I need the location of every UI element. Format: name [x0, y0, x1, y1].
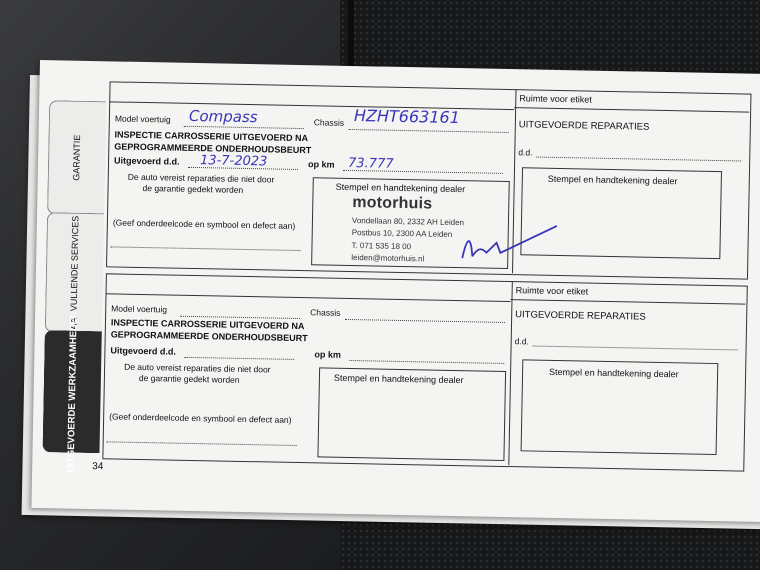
- km-value: 73.777: [347, 155, 394, 172]
- km-label-2: op km: [314, 349, 342, 360]
- stamp-address-2: Postbus 10, 2300 AA Leiden: [351, 228, 453, 239]
- chassis-label-2: Chassis: [310, 307, 341, 318]
- tab-uitgevoerde-label: UITGEVOERDE WERKZAAMHEDEN: [65, 310, 80, 473]
- stamp-phone: T. 071 535 18 00: [351, 241, 412, 252]
- model-value: Compass: [188, 106, 258, 127]
- model-label-2: Model voertuig: [111, 303, 168, 315]
- tab-aanvullende-label: AANVULLENDE SERVICES: [68, 215, 81, 330]
- dd-label: d.d.: [518, 147, 533, 158]
- repair-line-2-2: de garantie gedekt worden: [138, 372, 240, 385]
- km-label: op km: [307, 159, 335, 170]
- repair-stamp-label-2: Stempel en handtekening dealer: [549, 366, 679, 380]
- reparaties-label-2: UITGEVOERDE REPARATIES: [515, 309, 646, 323]
- title-line-2: GEPROGRAMMEERDE ONDERHOUDSBEURT: [114, 141, 312, 156]
- title-line-1-2: INSPECTIE CARROSSERIE UITGEVOERD NA: [110, 317, 305, 332]
- title-line-2-2: GEPROGRAMMEERDE ONDERHOUDSBEURT: [110, 329, 308, 344]
- repair-line-2: de garantie gedekt worden: [142, 182, 244, 195]
- date-label-2: Uitgevoerd d.d.: [110, 345, 177, 357]
- motorhuis-logo: motorhuis: [352, 194, 433, 213]
- stamp-label-2: Stempel en handtekening dealer: [333, 372, 464, 386]
- chassis-value: HZHT663161: [353, 106, 461, 128]
- etiket-label: Ruimte voor etiket: [519, 93, 592, 105]
- repair-stamp-label: Stempel en handtekening dealer: [547, 173, 678, 187]
- inspection-entry-1: [106, 81, 750, 283]
- stamp-label: Stempel en handtekening dealer: [335, 181, 466, 195]
- date-value: 13-7-2023: [199, 153, 268, 170]
- model-label: Model voertuig: [114, 113, 171, 125]
- inspection-entry-2: [102, 273, 746, 475]
- reparaties-label: UITGEVOERDE REPARATIES: [518, 119, 650, 133]
- stamp-email: leiden@motorhuis.nl: [351, 253, 425, 264]
- chassis-label: Chassis: [313, 117, 345, 128]
- code-label-2: (Geef onderdeelcode en symbool en defect aan): [109, 411, 292, 425]
- dd-label-2: d.d.: [514, 336, 529, 347]
- service-booklet-page: [31, 60, 760, 522]
- repair-line-1-2: De auto vereist reparaties die niet door: [124, 361, 271, 375]
- code-label: (Geef onderdeelcode en symbool en defect aan): [112, 217, 296, 231]
- stamp-address-1: Vondellaan 80, 2332 AH Leiden: [351, 216, 465, 228]
- repair-line-1: De auto vereist reparaties die niet door: [127, 171, 275, 185]
- page-number: 34: [92, 461, 104, 473]
- etiket-label-2: Ruimte voor etiket: [515, 285, 589, 297]
- date-label: Uitgevoerd d.d.: [113, 155, 180, 167]
- tab-garantie[interactable]: [47, 100, 106, 215]
- title-line-1: INSPECTIE CARROSSERIE UITGEVOERD NA: [114, 129, 309, 144]
- tab-garantie-label: GARANTIE: [71, 134, 83, 181]
